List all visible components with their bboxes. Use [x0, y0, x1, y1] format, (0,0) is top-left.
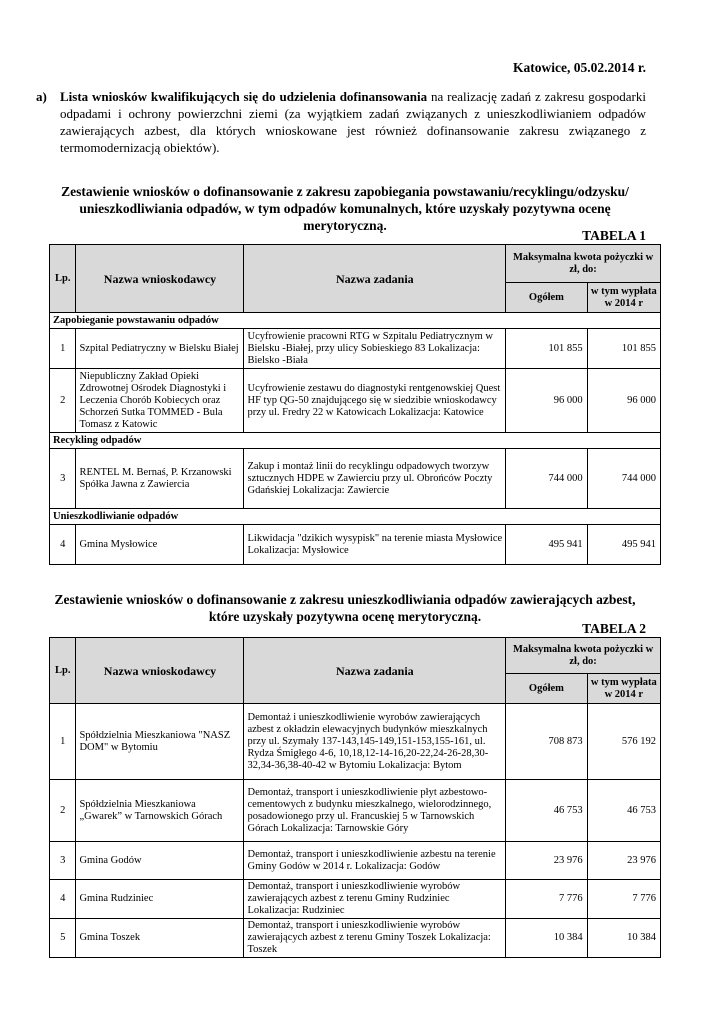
section2-heading: Zestawienie wniosków o dofinansowanie z zakresu unieszkodliwiania odpadów zawierających azbest, które uzyskały pozytywna ocenę merytoryczną. [54, 592, 636, 624]
cell-total: 7 776 [506, 880, 587, 919]
cell-applicant: Niepubliczny Zakład Opieki Zdrowotnej Ośrodek Diagnostyki i Leczenia Chorób Kobiecych oraz Schorzeń Sutka TOMMED - Bula Tomasz z Katowic [76, 369, 244, 433]
intro-bold-text: Lista wniosków kwalifikujących się do udzielenia dofinansowania [60, 89, 428, 104]
table2-label: TABELA 2 [582, 621, 646, 636]
col-lp: Lp. [50, 638, 76, 704]
cell-lp: 3 [50, 842, 76, 880]
col-task: Nazwa zadania [244, 245, 506, 313]
cell-lp: 1 [50, 329, 76, 369]
cell-payout: 7 776 [587, 880, 660, 919]
col-max-amount: Maksymalna kwota pożyczki w zł, do: [506, 245, 661, 283]
table-row [50, 919, 661, 958]
col-payout-2014: w tym wypłata w 2014 r [587, 283, 660, 313]
table-row [50, 780, 661, 842]
cell-task: Demontaż, transport i unieszkodliwienie płyt azbestowo-cementowych z budynku mieszkalnego, wielorodzinnego, posadowionego przy ul. Francuskiej 5 w Tarnowskich Górach Lokalizacja: Tarnowskie Góry [244, 780, 506, 842]
col-applicant: Nazwa wnioskodawcy [76, 245, 244, 313]
table1 [49, 244, 661, 565]
col-lp: Lp. [50, 245, 76, 313]
col-max-amount: Maksymalna kwota pożyczki w zł, do: [506, 638, 661, 674]
cell-task: Demontaż, transport i unieszkodliwienie wyrobów zawierających azbest z terenu Gminy Toszek Lokalizacja: Toszek [244, 919, 506, 958]
section1-heading: Zestawienie wniosków o dofinansowanie z zakresu zapobiegania powstawaniu/recyklingu/odzysku/ unieszkodliwiania odpadów, w tym odpadów komunalnych, które uzyskały pozytywna ocenę merytoryczną. [61, 184, 629, 233]
cell-total: 708 873 [506, 704, 587, 780]
table-row [50, 329, 661, 369]
cell-total: 10 384 [506, 919, 587, 958]
cell-task: Zakup i montaż linii do recyklingu odpadowych tworzyw sztucznych HDPE w Zawierciu przy ul. Obrońców Poczty Gdańskiej Lokalizacja: Zawiercie [244, 449, 506, 509]
table-row [50, 880, 661, 919]
table-row [50, 842, 661, 880]
cell-applicant: RENTEL M. Bernaś, P. Krzanowski Spółka Jawna z Zawiercia [76, 449, 244, 509]
cell-applicant: Spółdzielnia Mieszkaniowa „Gwarek” w Tarnowskich Górach [76, 780, 244, 842]
table-row [50, 449, 661, 509]
section-row: Unieszkodliwianie odpadów [50, 509, 661, 525]
cell-total: 101 855 [506, 329, 587, 369]
cell-task: Demontaż, transport i unieszkodliwienie azbestu na terenie Gminy Godów w 2014 r. Lokalizacja: Godów [244, 842, 506, 880]
table1-header-row [50, 245, 661, 283]
cell-applicant: Spółdzielnia Mieszkaniowa "NASZ DOM" w Bytomiu [76, 704, 244, 780]
cell-applicant: Gmina Godów [76, 842, 244, 880]
cell-payout: 96 000 [587, 369, 660, 433]
cell-payout: 46 753 [587, 780, 660, 842]
table-row [50, 525, 661, 565]
cell-lp: 2 [50, 369, 76, 433]
cell-task: Demontaż i unieszkodliwienie wyrobów zawierających azbest z okładzin elewacyjnych budynków mieszkalnych przy ul. Szymały 137-143,145-149,151-153,155-161, ul. Rydza Śmigłego 4-6, 10,18,12-14-16,20-22,24-26-28,30-32,34-36,38-40-42 w Bytomiu Lokalizacja: Bytom [244, 704, 506, 780]
cell-lp: 4 [50, 880, 76, 919]
col-task: Nazwa zadania [244, 638, 506, 704]
cell-payout: 23 976 [587, 842, 660, 880]
col-applicant: Nazwa wnioskodawcy [76, 638, 244, 704]
cell-total: 96 000 [506, 369, 587, 433]
table-row [50, 369, 661, 433]
cell-applicant: Gmina Toszek [76, 919, 244, 958]
section-row: Zapobieganie powstawaniu odpadów [50, 313, 661, 329]
cell-lp: 1 [50, 704, 76, 780]
cell-total: 744 000 [506, 449, 587, 509]
cell-applicant: Gmina Mysłowice [76, 525, 244, 565]
section-row: Recykling odpadów [50, 433, 661, 449]
cell-payout: 495 941 [587, 525, 660, 565]
cell-lp: 4 [50, 525, 76, 565]
col-total: Ogółem [506, 674, 587, 704]
cell-total: 46 753 [506, 780, 587, 842]
document-date: Katowice, 05.02.2014 r. [513, 60, 646, 75]
intro-text: na realizację zadań z zakresu gospodarki odpadami i ochrony powierzchni ziemi (za wyjątkiem zadań związanych z unieszkodliwianiem odpadów zawierających azbest, dla których wnioskowane jest również dofinansowanie zakresu związanego z termomodernizacją obiektów). [60, 89, 646, 155]
cell-applicant: Gmina Rudziniec [76, 880, 244, 919]
list-marker: a) [36, 89, 47, 104]
table2-header-row [50, 638, 661, 674]
cell-lp: 2 [50, 780, 76, 842]
cell-total: 23 976 [506, 842, 587, 880]
cell-task: Demontaż, transport i unieszkodliwienie wyrobów zawierających azbest z terenu Gminy Rudziniec Lokalizacja: Rudziniec [244, 880, 506, 919]
table2 [49, 637, 661, 958]
cell-payout: 10 384 [587, 919, 660, 958]
col-payout-2014: w tym wypłata w 2014 r [587, 674, 660, 704]
cell-lp: 5 [50, 919, 76, 958]
table1-label: TABELA 1 [582, 228, 646, 243]
cell-task: Likwidacja "dzikich wysypisk" na terenie miasta Mysłowice Lokalizacja: Mysłowice [244, 525, 506, 565]
cell-lp: 3 [50, 449, 76, 509]
cell-task: Ucyfrowienie zestawu do diagnostyki rentgenowskiej Quest HF typ QG-50 znajdującego się w siedzibie wnioskodawcy przy ul. Fredry 22 w Katowicach Lokalizacja: Katowice [244, 369, 506, 433]
cell-total: 495 941 [506, 525, 587, 565]
cell-payout: 576 192 [587, 704, 660, 780]
cell-task: Ucyfrowienie pracowni RTG w Szpitalu Pediatrycznym w Bielsku -Białej, przy ulicy Sobieskiego 83 Lokalizacja: Bielsko -Biała [244, 329, 506, 369]
table-row [50, 704, 661, 780]
col-total: Ogółem [506, 283, 587, 313]
cell-applicant: Szpital Pediatryczny w Bielsku Białej [76, 329, 244, 369]
intro-paragraph [36, 88, 646, 156]
cell-payout: 101 855 [587, 329, 660, 369]
cell-payout: 744 000 [587, 449, 660, 509]
